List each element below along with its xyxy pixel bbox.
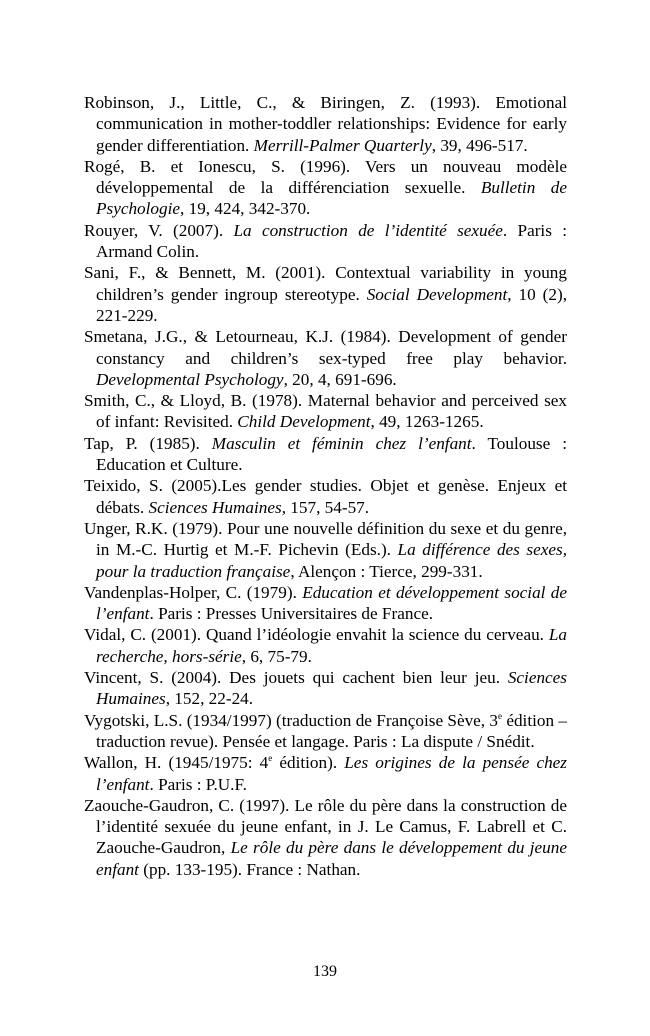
reference-entry: Vandenplas-Holper, C. (1979). Education et développement social de l’enfant. Paris : Presses Universitaires de France. — [84, 582, 568, 624]
reference-entry: Sani, F., & Bennett, M. (2001). Contextual variability in young children’s gender ingroup stereotype. Social Development, 10 (2), 221-229. — [84, 263, 567, 325]
reference-list — [84, 92, 567, 880]
reference-entry: Robinson, J., Little, C., & Biringen, Z. (1993). Emotional communication in mother-toddler relationships: Evidence for early gender differentiation. Merrill-Palmer Quarterly, 39, 496-517. — [84, 93, 567, 155]
reference-entry: Vidal, C. (2001). Quand l’idéologie envahit la science du cerveau. La recherche, hors-série, 6, 75-79. — [84, 625, 567, 666]
reference-entry-zaouche: Zaouche-Gaudron, C. (1997). Le rôle du père dans la construction de l’identité sexuée du jeune enfant, in J. Le Camus, F. Labrell et C. Zaouche-Gaudron, Le rôle du père dans le développement du jeune enfant (pp. 133-195). France : Nathan. — [84, 795, 567, 879]
reference-entry: Smith, C., & Lloyd, B. (1978). Maternal behavior and perceived sex of infant: Revisited. Child Development, 49, 1263-1265. — [84, 391, 567, 432]
reference-entry-wallon: Wallon, H. (1945/1975: 4e édition). Les origines de la pensée chez l’enfant. Paris : P.U.F. — [84, 753, 567, 794]
reference-entry: Tap, P. (1985). Masculin et féminin chez l’enfant. Toulouse : Education et Culture. — [84, 433, 567, 475]
reference-entry: Rouyer, V. (2007). La construction de l’identité sexuée. Paris : Armand Colin. — [84, 220, 567, 262]
reference-entry: Smetana, J.G., & Letourneau, K.J. (1984). Development of gender constancy and children’s sex-typed free play behavior. Developmental Psychology, 20, 4, 691-696. — [84, 327, 567, 389]
reference-entry: Rogé, B. et Ionescu, S. (1996). Vers un nouveau modèle développemental de la différenciation sexuelle. Bulletin de Psychologie, 19, 424, 342-370. — [84, 156, 567, 219]
reference-entry: Teixido, S. (2005).Les gender studies. Objet et genèse. Enjeux et débats. Sciences Humaines, 157, 54-57. — [84, 476, 567, 517]
reference-entry-vygotski: Vygotski, L.S. (1934/1997) (traduction de Françoise Sève, 3e édition – traduction revue). Pensée et langage. Paris : La dispute / Snédit. — [84, 710, 567, 751]
reference-entry: Vincent, S. (2004). Des jouets qui cachent bien leur jeu. Sciences Humaines, 152, 22-24. — [84, 668, 567, 709]
reference-entry: Unger, R.K. (1979). Pour une nouvelle définition du sexe et du genre, in M.-C. Hurtig et M.-F. Pichevin (Eds.). La différence des sexes, pour la traduction française, Alençon : Tierce, 299-331. — [84, 518, 567, 581]
page-number: 139 — [313, 963, 337, 980]
